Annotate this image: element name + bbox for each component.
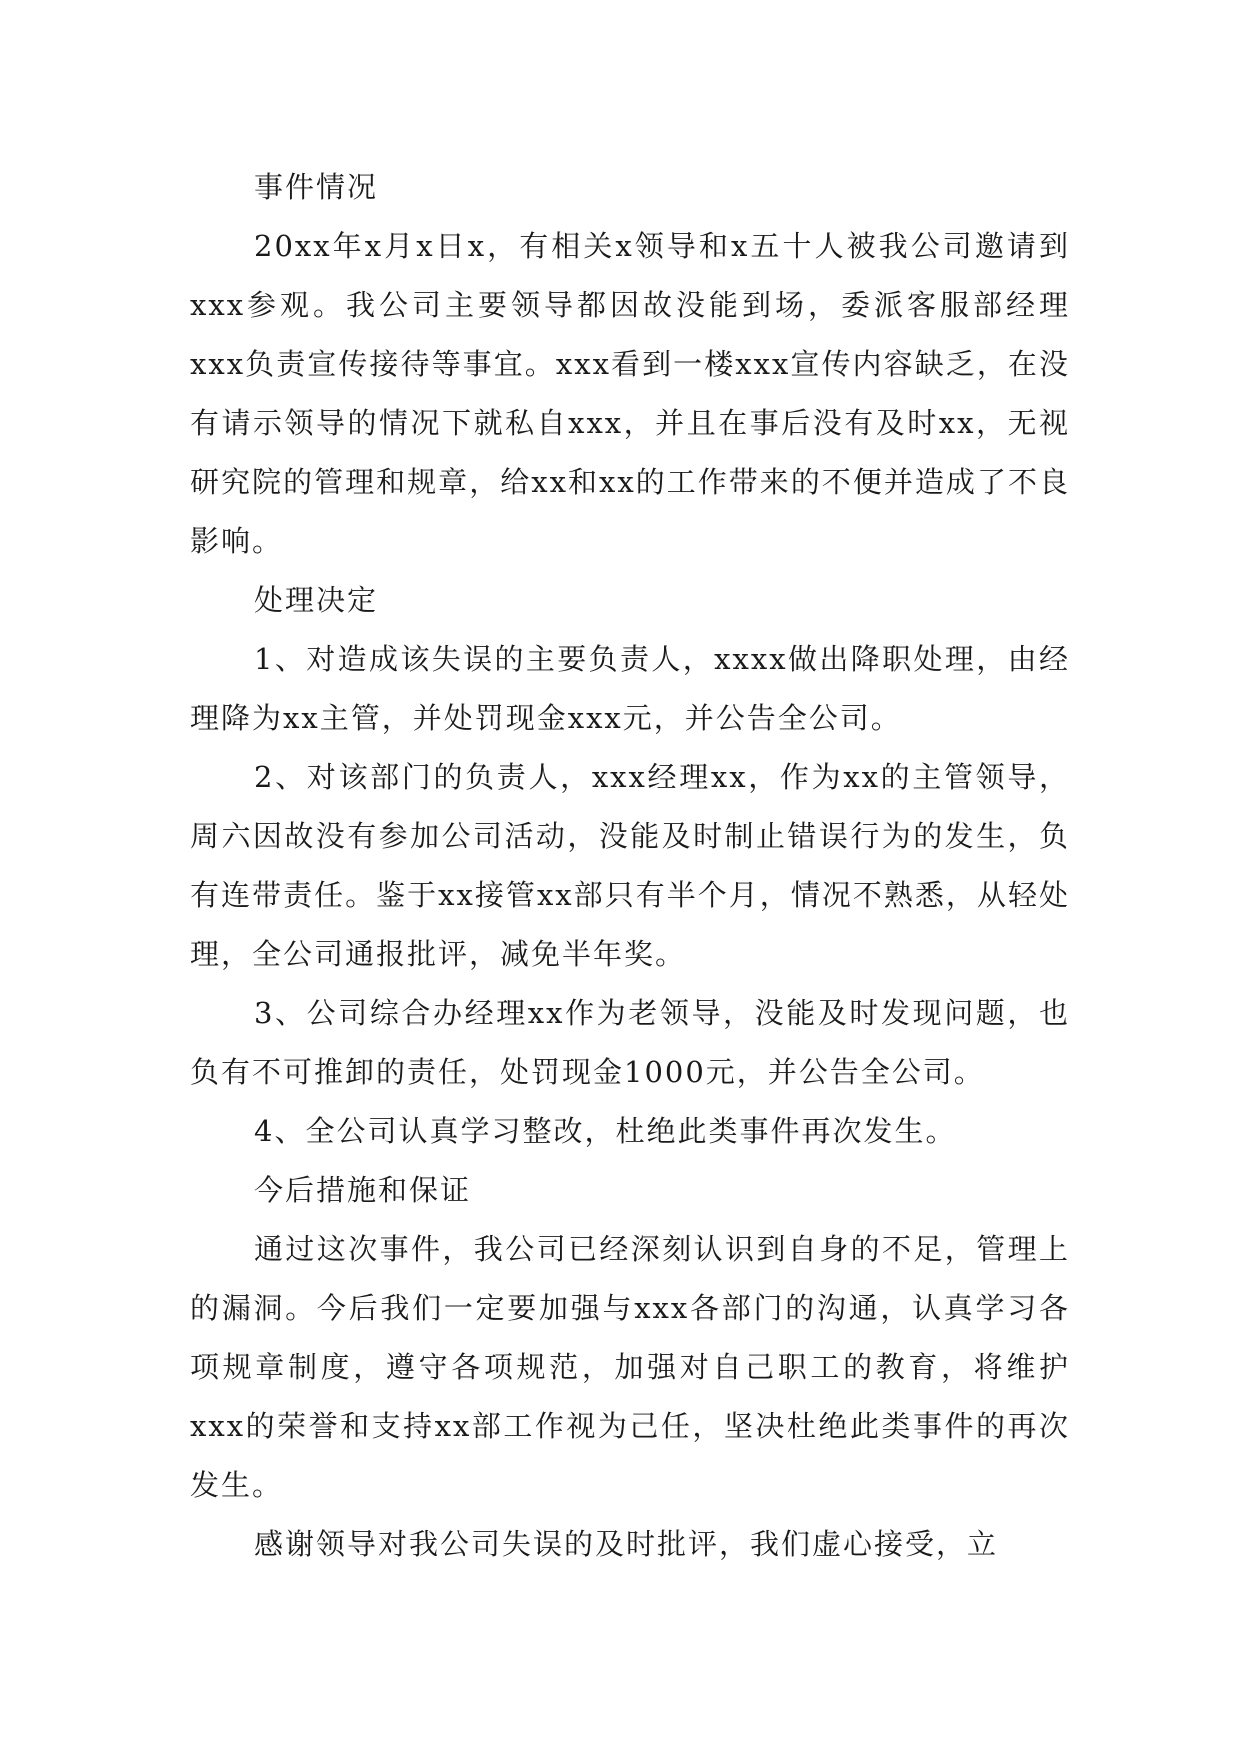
paragraph-event-description: 20xx年x月x日x，有相关x领导和x五十人被我公司邀请到xxx参观。我公司主要领导都因故没能到场，委派客服部经理xxx负责宣传接待等事宜。xxx看到一楼xxx宣传内容缺乏，在没有请示领导的情况下就私自xxx，并且在事后没有及时xx，无视研究院的管理和规章，给xx和xx的工作带来的不便并造成了不良影响。 [190, 229, 1070, 558]
document-body [190, 158, 1070, 1574]
heading-future-measures: 今后措施和保证 [254, 1173, 472, 1207]
paragraph-decision-3: 3、公司综合办经理xx作为老领导，没能及时发现问题，也负有不可推卸的责任，处罚现金1000元，并公告全公司。 [190, 996, 1070, 1089]
paragraph-future-measures: 通过这次事件，我公司已经深刻认识到自身的不足，管理上的漏洞。今后我们一定要加强与xxx各部门的沟通，认真学习各项规章制度，遵守各项规范，加强对自己职工的教育，将维护xxx的荣誉和支持xx部工作视为己任，坚决杜绝此类事件的再次发生。 [190, 1232, 1070, 1502]
heading-handling-decision: 处理决定 [254, 583, 379, 617]
paragraph-closing: 感谢领导对我公司失误的及时批评，我们虚心接受，立 [254, 1527, 999, 1561]
paragraph-decision-1: 1、对造成该失误的主要负责人，xxxx做出降职处理，由经理降为xx主管，并处罚现金xxx元，并公告全公司。 [190, 642, 1070, 735]
heading-event-situation: 事件情况 [254, 170, 379, 204]
paragraph-decision-2: 2、对该部门的负责人，xxx经理xx，作为xx的主管领导，周六因故没有参加公司活动，没能及时制止错误行为的发生，负有连带责任。鉴于xx接管xx部只有半个月，情况不熟悉，从轻处理，全公司通报批评，减免半年奖。 [190, 760, 1070, 971]
paragraph-decision-4: 4、全公司认真学习整改，杜绝此类事件再次发生。 [254, 1114, 957, 1148]
